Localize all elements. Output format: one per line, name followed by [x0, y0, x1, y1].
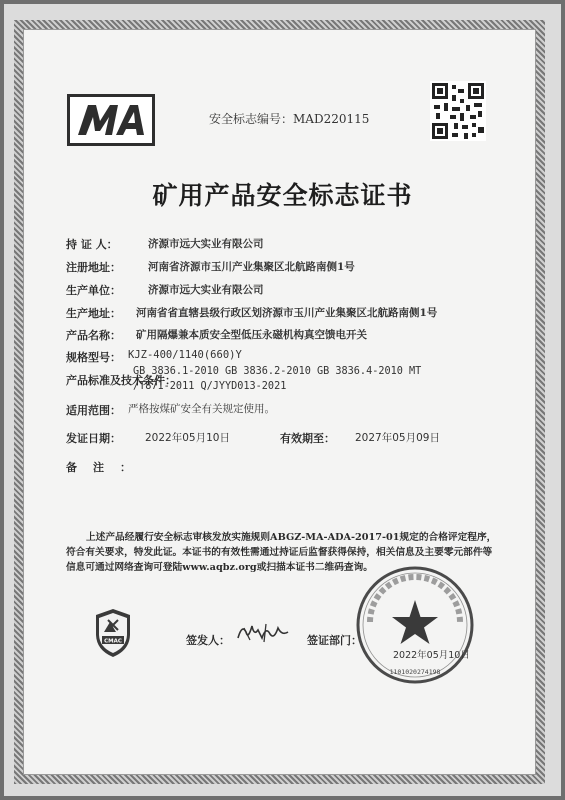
valid-until-label: 有效期至： — [280, 432, 335, 445]
model-value: KJZ-400/1140(660)Y — [128, 349, 242, 361]
cmac-emblem-icon — [94, 608, 132, 658]
producer-label: 生产单位： — [66, 284, 121, 297]
product-name-row — [66, 327, 367, 343]
producer-value: 济源市远大实业有限公司 — [148, 284, 264, 296]
official-seal-stamp — [354, 564, 476, 686]
model-row — [66, 349, 242, 365]
certificate-title: 矿用产品安全标志证书 — [152, 181, 413, 210]
certificate-page — [4, 4, 561, 796]
production-address-row — [66, 305, 438, 321]
standards-values — [133, 364, 421, 394]
qr-code-icon — [430, 81, 486, 141]
issue-date-value: 2022年05月10日 — [145, 432, 230, 444]
model-label: 规格型号： — [66, 351, 121, 364]
registered-address-row — [66, 259, 355, 275]
safety-mark-serial — [209, 110, 369, 127]
standards-line-2: /T871-2011 Q/JYYD013-2021 — [133, 381, 287, 392]
issuer-label: 签发人： — [186, 634, 230, 647]
cmac-text: CMAC — [104, 638, 122, 645]
ma-mark-logo — [67, 94, 155, 146]
seal-number: 1101020274198 — [389, 668, 441, 676]
holder-row — [66, 236, 264, 252]
issue-date-label: 发证日期： — [66, 432, 121, 445]
holder-label: 持 证 人： — [66, 238, 118, 251]
certificate-notice: 上述产品经履行安全标志审核发放实施规则ABGZ-MA-ADA-2017-01规定的合格评定程序，符合有关要求，特发此证。本证书的有效性需通过持证后监督获得保持，相关信息及主要零元部件等信息可通过网络查询可登陆www.aqbz.org或扫描本证书二维码查询。 — [66, 532, 497, 573]
remarks-label: 备注： — [66, 461, 147, 474]
product-name-value: 矿用隔爆兼本质安全型低压永磁机构真空馈电开关 — [136, 329, 367, 341]
registered-address-value: 河南省济源市玉川产业集聚区北航路南侧1号 — [148, 261, 355, 273]
valid-until-value: 2027年05月09日 — [355, 432, 440, 444]
issuing-department-label: 签证部门： — [307, 634, 362, 647]
standards-line-1: GB 3836.1-2010 GB 3836.2-2010 GB 3836.4-2010 MT — [133, 366, 422, 377]
serial-label: 安全标志编号： — [209, 112, 294, 126]
registered-address-label: 注册地址： — [66, 261, 121, 274]
standards-label: 产品标准及技术条件： — [66, 374, 176, 387]
producer-row — [66, 282, 264, 298]
scope-value: 严格按煤矿安全有关规定使用。 — [128, 403, 275, 415]
production-address-value: 河南省省直辖县级行政区划济源市玉川产业集聚区北航路南侧1号 — [136, 307, 438, 319]
holder-value: 济源市远大实业有限公司 — [148, 238, 264, 250]
production-address-label: 生产地址： — [66, 307, 121, 320]
scope-row — [66, 402, 131, 418]
signature-image — [232, 618, 292, 646]
seal-date: 2022年05月10日 — [393, 650, 470, 661]
product-name-label: 产品名称： — [66, 329, 121, 342]
ma-logo-icon — [70, 97, 152, 143]
serial-number: MAD220115 — [293, 112, 370, 126]
scope-label: 适用范围： — [66, 404, 121, 417]
